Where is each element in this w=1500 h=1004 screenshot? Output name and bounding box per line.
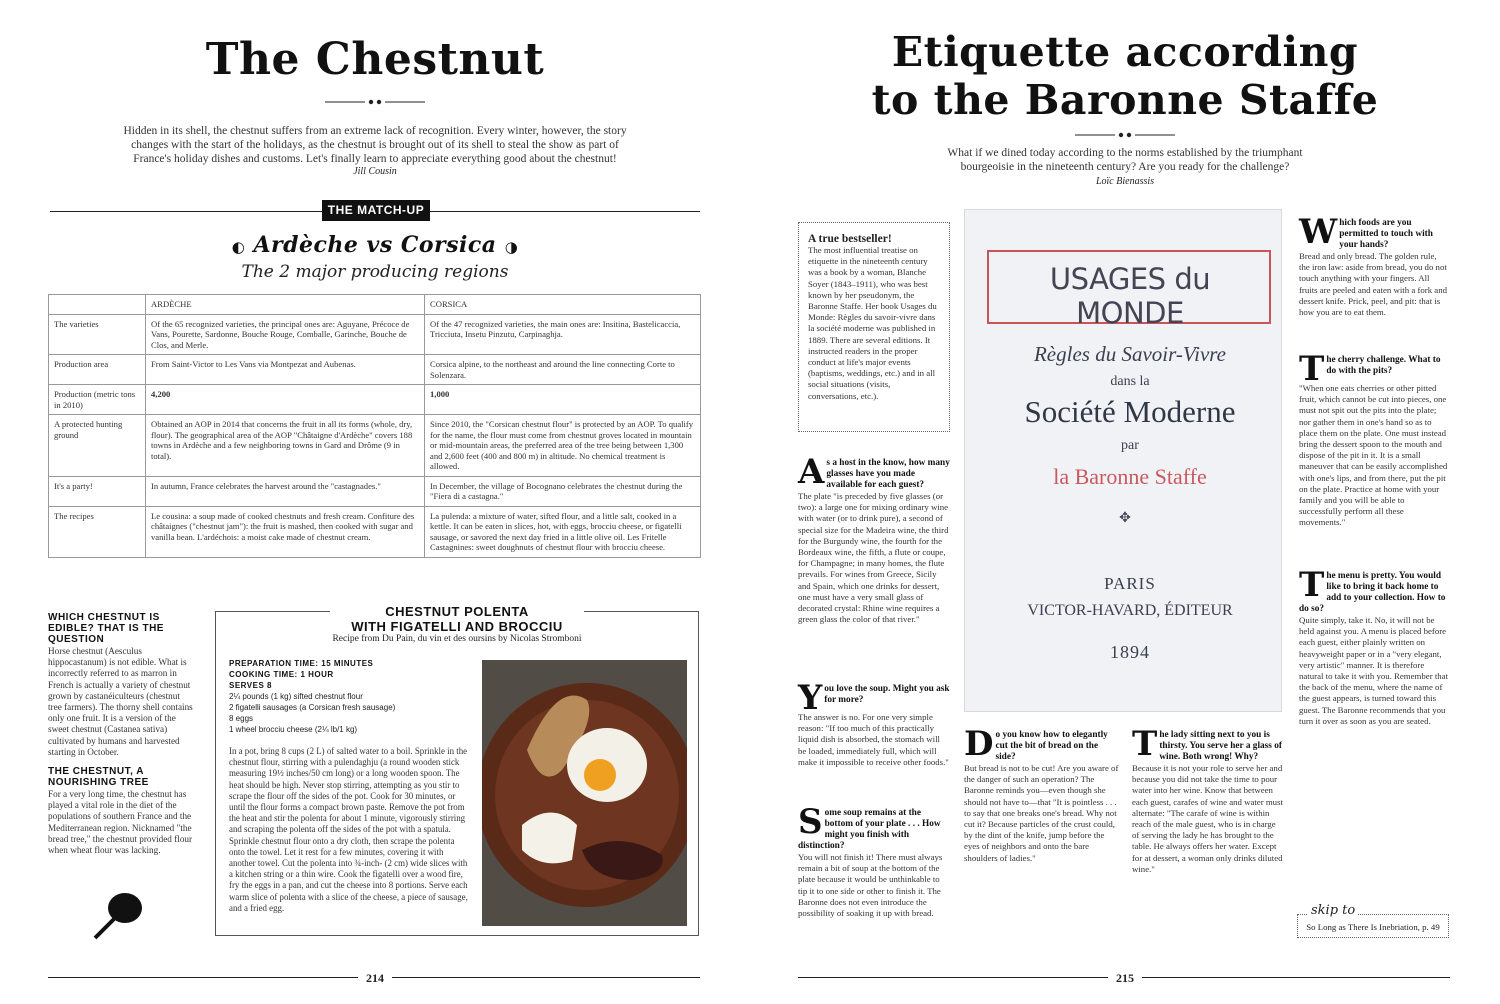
- title-line2: to the Baronne Staffe: [871, 76, 1379, 124]
- answer-text: The plate "is preceded by five glasses (or two): a large one for mixing ordinary wine with water (or to drink pure), a second of special size for the Madeira wine, the third for the Burgundy wine, the fourth for the Bordeaux wine, the fifth, a flute or coupe, for Champagne; in many homes, the flute prevails. For wines from Greece, Sicily and Spain, which one drinks for dessert, one must have a very small glass of decorated crystal: Rhine wine requires a green glass the color of that river.": [798, 491, 949, 625]
- dropcap: T: [1299, 349, 1325, 389]
- cell-corsica: 1,000: [425, 385, 701, 415]
- table-row: [49, 476, 701, 506]
- table-header-corsica: CORSICA: [425, 295, 701, 315]
- answer-text: You will not finish it! There must always remain a bit of soup at the bottom of the plate because it would be unthinkable to tip it to one side or other to finish it. The Baronne does not even introduce the possibility of soaking it up with bread.: [798, 852, 943, 919]
- cell-corsica: Corsica alpine, to the northeast and around the line connecting Corte to Solenzara.: [425, 355, 701, 385]
- question-heading: he menu is pretty. You would like to bring it back home to add to your collection. How to do so?: [1299, 571, 1446, 614]
- book-year: 1894: [1110, 642, 1150, 662]
- ingredient-item: 2 figatelli sausages (a Corsican fresh sausage): [229, 703, 396, 712]
- answer-text: Bread and only bread. The golden rule, the iron law: aside from bread, you do not touch anything with your fingers. All fruits are peeled and eaten with a fork and dessert knife. Prick, peel, and pit: that is how you are to eat them.: [1299, 251, 1448, 318]
- skillet-icon: [90, 888, 145, 948]
- page-number-left: 214: [358, 971, 392, 985]
- row-label: Production area: [49, 355, 146, 385]
- answer-text: Quite simply, take it. No, it will not be held against you. A menu is placed before each guest, either plainly written on heavyweight paper or in a "very elegant, very artistic" manner. It is therefore natural to take it with you. Remember that the back of the menu, where the name of the guest appears, is turned toward this guest. The Baronne recommends that you turn it over as soon as you are seated.: [1299, 615, 1449, 726]
- book-publisher: VICTOR-HAVARD, ÉDITEUR: [1027, 602, 1233, 619]
- page-title-chestnut: The Chestnut: [205, 34, 545, 85]
- recipe-cook: COOKING TIME: 1 HOUR: [229, 670, 334, 679]
- row-label: Production (metric tons in 2010): [49, 385, 146, 415]
- matchup-label: THE MATCH-UP: [322, 200, 430, 221]
- sidebar-heading-tree: THE CHESTNUT, A NOURISHING TREE: [48, 766, 149, 789]
- book-subtitle2: Société Moderne: [1024, 394, 1236, 429]
- matchup-subtitle: The 2 major producing regions: [241, 262, 509, 282]
- answer-text: Because it is not your role to serve her and because you did not take the time to pour water into her wine. Know that between each guest, carafes of wine and water must alternate: "The carafe of wine is within reach of the male guest, who is in charge of serving the lady he has brought to the table. He always offers her water. Except for at dessert, a woman only drinks diluted wine.": [1132, 763, 1283, 874]
- dropcap: D: [964, 724, 994, 764]
- table-row: [49, 314, 701, 355]
- table-row: [49, 415, 701, 477]
- answer-text: "When one eats cherries or other pitted fruit, which cannot be cut into pieces, one must not spit out the pits into the plate; nor gather them in one's hand so as to place them on the plate. One must instead bring the dessert spoon to the mouth and dispose of the pit in it. It is a small maneuver that can be easily accomplished with one's lips, and from there, put the pit on the plate. Practice at home with your family and you will be able to successfully perform all these movements.": [1299, 383, 1448, 528]
- question-heading: ou love the soup. Might you ask for more?: [824, 684, 950, 705]
- question-heading: ome soup remains at the bottom of your plate . . . How might you finish with distinction?: [798, 808, 941, 851]
- cell-ardeche: In autumn, France celebrates the harvest around the "castagnades.": [146, 476, 425, 506]
- bestseller-text: The most influential treatise on etiquette in the nineteenth century was a book by a woman, Blanche Soyer (1843–1911), who was best known by her pseudonym, the Baronne Staffe. Her book Usages du Monde: Règles du savoir-vivre dans la société moderne was published in 1889. There are several editions. It instructed readers in the proper conduct at life's major events (baptisms, weddings, etc.) and in all social situations (visits, conversations, etc.).: [808, 245, 937, 401]
- ingredient-item: 8 eggs: [229, 714, 254, 723]
- qa-glasses: [798, 452, 950, 625]
- question-heading: he lady sitting next to you is thirsty. You serve her a glass of wine. Both wrong! Why?: [1159, 730, 1282, 762]
- table-header-blank: [49, 295, 146, 315]
- table-row: [49, 506, 701, 557]
- question-heading: hich foods are you permitted to touch with your hands?: [1339, 218, 1433, 250]
- book-par: par: [1121, 438, 1139, 453]
- book-line: dans la: [1110, 374, 1150, 389]
- author-byline: Loïc Bienassis: [1095, 176, 1155, 187]
- matchup-title: ◐ Ardèche vs Corsica ◑: [231, 232, 519, 258]
- question-heading: s a host in the know, how many glasses have you made available for each guest?: [826, 458, 950, 490]
- chestnut-icon-left: ◐: [231, 238, 246, 256]
- bestseller-title: A true bestseller!: [808, 233, 892, 245]
- cell-ardeche: From Saint-Victor to Les Vans via Montpezat and Aubenas.: [146, 355, 425, 385]
- sidebar-text-tree: For a very long time, the chestnut has played a vital role in the diet of the populations of southern France and the Mediterranean region. Nicknamed "the bread tree," the chestnut provided flour when wheat flour was lacking.: [48, 789, 193, 856]
- cell-ardeche: Of the 65 recognized varieties, the principal ones are: Aguyane, Précoce de Vans, Pourette, Sardonne, Bouche Rouge, Comballe, Garinche, Bouche de Clos, and Merle.: [146, 314, 425, 355]
- intro-text: Hidden in its shell, the chestnut suffers from an extreme lack of recognition. Every winter, however, the story changes with the start of the holidays, as the chestnut is brought out of its shell to steal the show as part of France's holiday dishes and customs. Let's finally learn to appreciate everything good about the chestnut!: [123, 125, 627, 165]
- title-ornament: [325, 94, 425, 112]
- dropcap: T: [1132, 724, 1158, 764]
- book-subtitle: Règles du Savoir-Vivre: [1033, 342, 1226, 366]
- qa-cherries: [1299, 349, 1449, 529]
- cell-ardeche: Obtained an AOP in 2014 that concerns the fruit in all its forms (whole, dry, flour). The geographical area of the AOP "Châtaigne d'Ardèche" covers 188 towns in Ardèche and a few neighboring towns in Gard and Drôme (9 in total).: [146, 415, 425, 477]
- table-header-ardeche: ARDÈCHE: [146, 295, 425, 315]
- cell-corsica: La pulenda: a mixture of water, sifted flour, and a little salt, cooked in a kettle. It can be eaten in slices, hot, with eggs, brocciu cheese, or figatelli sausage, or savored the next day fried in a little olive oil. Les Fritelle Castagnines: sweet doughnuts of chestnut flour with brocciu cheese.: [425, 506, 701, 557]
- title-ornament: [1075, 127, 1175, 145]
- cell-corsica: Of the 47 recognized varieties, the main ones are: Insitina, Bastelicaccia, Tricciuta, Insetu Pinzutu, Carpinaghja.: [425, 314, 701, 355]
- table-row: [49, 385, 701, 415]
- row-label: The varieties: [49, 314, 146, 355]
- question-heading: he cherry challenge. What to do with the pits?: [1326, 355, 1441, 376]
- row-label: It's a party!: [49, 476, 146, 506]
- recipe-source: Recipe from Du Pain, du vin et des oursins by Nicolas Stromboni: [332, 634, 582, 644]
- book-ornament-icon: ✥: [1119, 511, 1131, 526]
- recipe-method: In a pot, bring 8 cups (2 L) of salted water to a boil. Sprinkle in the chestnut flour, stirring with a pulendaghju (a round wooden stick measuring 19½ inches/50 cm long) or a long wooden spoon. The heat should be high. Never stop stirring, attempting as you stir to scrape the flour off the sides of the pot. Cook for 30 minutes, or until the flour forms a compact brown paste. Remove the pot from the heat and stir the polenta for about 1 minute, vigorously stirring and scraping the polenta off the sides of the pot with a spatula. Sprinkle chestnut flour onto a dry cloth, then scrape the polenta onto the towel. Let it rest for a few minutes, covering it with another towel. Cut the polenta into ¾-inch- (2 cm) wide slices with a kitchen string or a thin wire. Cook the figatelli over a wood fire, fry the eggs in a pan, and cut the cheese into 8 portions. Serve each warm slice of polenta with a slice of the cheese, a piece of sausage, and a fried egg.: [229, 746, 468, 913]
- cell-ardeche: Le cousina: a soup made of cooked chestnuts and fresh cream. Confiture des châtaignes ("chestnut jam"): the fruit is mashed, then cooked with sugar and vanilla bean. L'ardéchois: a moist cake made of chestnut cream.: [146, 506, 425, 557]
- book-cover-image: [964, 209, 1282, 712]
- sidebar-heading-edible: WHICH CHESTNUT IS EDIBLE? THAT IS THE QUESTION: [48, 612, 164, 645]
- sidebar-text-edible: Horse chestnut (Aesculus hippocastanum) is not edible. What is incorrectly referred to as marron in French is actually a variety of chestnut grown by castanéiculteurs (chestnut tree farmers). The thorny shell contains only one fruit. It is a version of the sweet chestnut (Castanea sativa) cultivated by humans and harvested starting in October.: [48, 646, 193, 757]
- row-label: A protected hunting ground: [49, 415, 146, 477]
- recipe-title: [330, 604, 584, 634]
- qa-wine: [1132, 724, 1285, 875]
- page-title-etiquette: [800, 28, 1450, 124]
- dropcap: S: [798, 802, 823, 842]
- recipe-title-line1: CHESTNUT POLENTA: [385, 604, 529, 619]
- dropcap: Y: [798, 678, 823, 718]
- recipe-serves: SERVES 8: [229, 681, 272, 690]
- title-line1: Etiquette according: [891, 28, 1359, 76]
- cell-corsica: In December, the village of Bocognano celebrates the chestnut during the "Fiera di a castagna.": [425, 476, 701, 506]
- recipe-prep: PREPARATION TIME: 15 MINUTES: [229, 659, 374, 668]
- cell-corsica: Since 2010, the "Corsican chestnut flour" is protected by an AOP. To qualify for the name, the flour must come from chestnut groves located in mountain or mid-mountain areas, the preferred area of the tree being between 1,300 and 2,600 feet (400 and 800 m) in altitude. No chemical treatment is allowed.: [425, 415, 701, 477]
- qa-bread: [964, 724, 1119, 864]
- book-author: la Baronne Staffe: [1053, 464, 1207, 489]
- dropcap: T: [1299, 565, 1325, 605]
- recipe-title-line2: WITH FIGATELLI AND BROCCIU: [351, 619, 563, 634]
- chestnut-icon-right: ◑: [504, 238, 519, 256]
- recipe-details: [229, 658, 469, 735]
- cell-ardeche: 4,200: [146, 385, 425, 415]
- intro-text: What if we dined today according to the norms established by the triumphant bourgeoisie in the nineteenth century? Are you ready for the challenge?: [947, 147, 1303, 173]
- question-heading: o you know how to elegantly cut the bit of bread on the side?: [995, 730, 1108, 762]
- qa-soup-bottom: [798, 802, 950, 919]
- answer-text: The answer is no. For one very simple reason: "If too much of this practically liquid dish is absorbed, the stomach will be loaded, immediately full, which will make it impossible to receive other foods.": [798, 712, 949, 767]
- book-city: PARIS: [1104, 574, 1156, 593]
- ingredient-item: 2¼ pounds (1 kg) sifted chestnut flour: [229, 692, 363, 701]
- author-byline: Jill Cousin: [353, 166, 397, 177]
- skip-to-link[interactable]: So Long as There Is Inebriation, p. 49: [1306, 922, 1440, 932]
- answer-text: But bread is not to be cut! Are you aware of the danger of such an operation? The Baronne reminds you—even though she should not have to—that "It is pointless . . . to say that one breaks one's bread. Why not cut it? Because particles of the crust could, by the dint of the knife, jump before the eyes of neighbors and onto the bare shoulders of ladies.": [964, 763, 1119, 863]
- qa-menu: [1299, 565, 1449, 727]
- dropcap: A: [798, 452, 825, 492]
- comparison-table: [48, 294, 701, 558]
- sidebar-chestnut: [48, 612, 193, 856]
- skip-to-label: skip to: [1308, 903, 1358, 918]
- row-label: The recipes: [49, 506, 146, 557]
- recipe-photo: [482, 660, 687, 926]
- ingredient-item: 1 wheel brocciu cheese (2¼ lb/1 kg): [229, 725, 358, 734]
- book-title: USAGES du MONDE: [1049, 262, 1211, 330]
- table-row: [49, 355, 701, 385]
- qa-soup-more: [798, 678, 950, 768]
- dropcap: W: [1299, 212, 1338, 252]
- qa-hands: [1299, 212, 1449, 318]
- bestseller-box: [798, 222, 950, 432]
- page-number-right: 215: [1108, 971, 1142, 985]
